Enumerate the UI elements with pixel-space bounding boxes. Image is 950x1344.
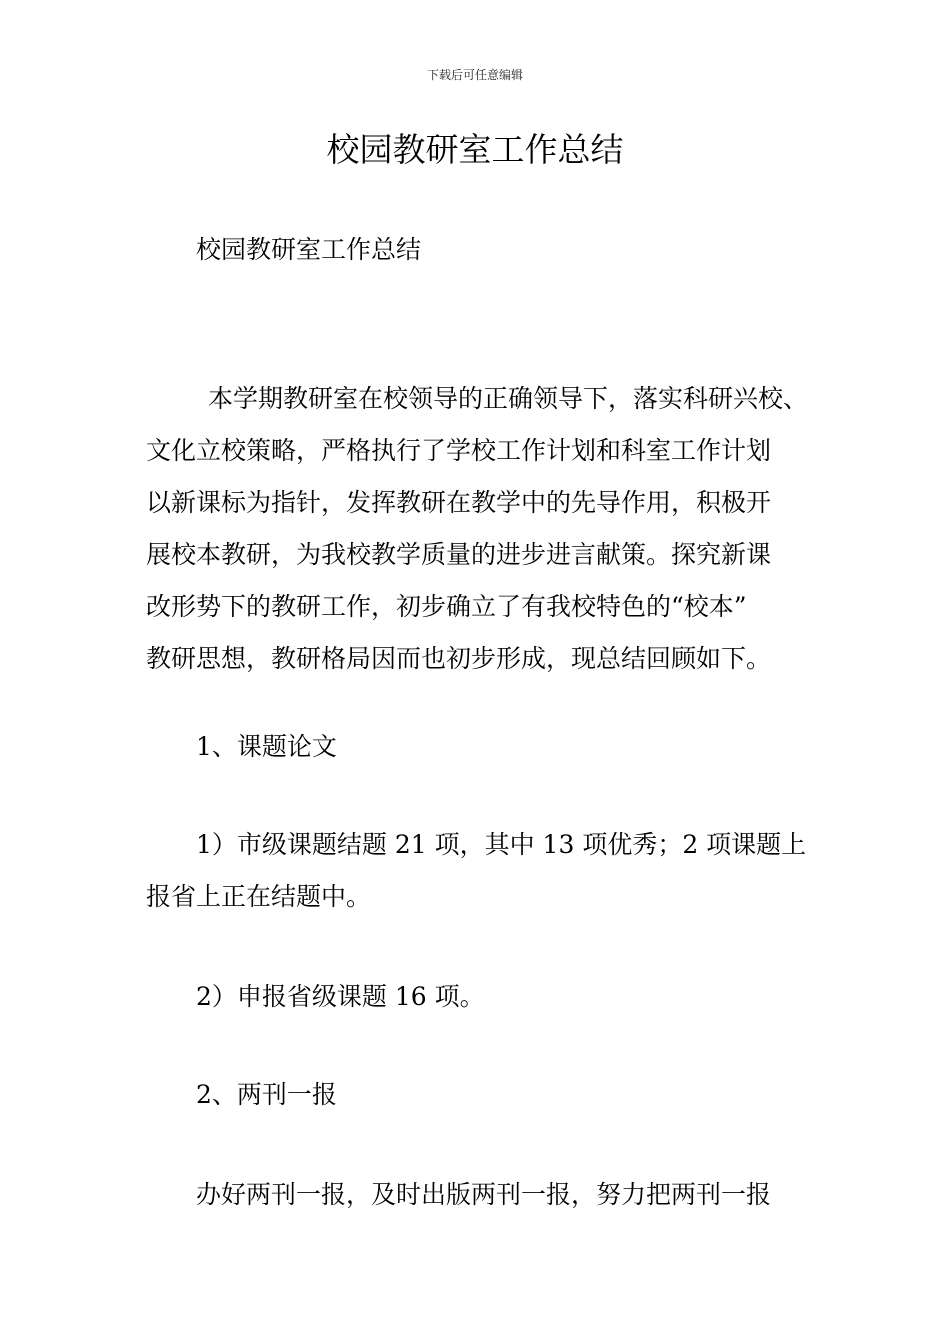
item-1-line: 1）市级课题结题 21 项，其中 13 项优秀；2 项课题上 bbox=[196, 830, 807, 859]
intro-line: 展校本教研，为我校教学质量的进步进言献策。探究新课 bbox=[146, 540, 772, 569]
intro-line: 以新课标为指针，发挥教研在教学中的先导作用，积极开 bbox=[146, 488, 772, 517]
intro-line: 本学期教研室在校领导的正确领导下，落实科研兴校、 bbox=[208, 384, 809, 413]
item-1-paragraph bbox=[146, 825, 836, 929]
intro-paragraph bbox=[146, 379, 836, 691]
subtitle: 校园教研室工作总结 bbox=[196, 235, 422, 264]
section-heading-1: 1、课题论文 bbox=[196, 732, 337, 761]
item-1-line: 报省上正在结题中。 bbox=[146, 882, 372, 911]
closing-paragraph: 办好两刊一报，及时出版两刊一报，努力把两刊一报 bbox=[196, 1180, 772, 1209]
header-note: 下载后可任意编辑 bbox=[426, 68, 523, 82]
section-heading-2: 2、两刊一报 bbox=[196, 1080, 337, 1109]
intro-line: 教研思想，教研格局因而也初步形成，现总结回顾如下。 bbox=[146, 644, 772, 673]
intro-line: 文化立校策略，严格执行了学校工作计划和科室工作计划 bbox=[146, 436, 772, 465]
item-2-paragraph: 2）申报省级课题 16 项。 bbox=[196, 982, 485, 1011]
page-title: 校园教研室工作总结 bbox=[326, 130, 624, 169]
intro-line: 改形势下的教研工作，初步确立了有我校特色的“校本” bbox=[146, 592, 747, 621]
